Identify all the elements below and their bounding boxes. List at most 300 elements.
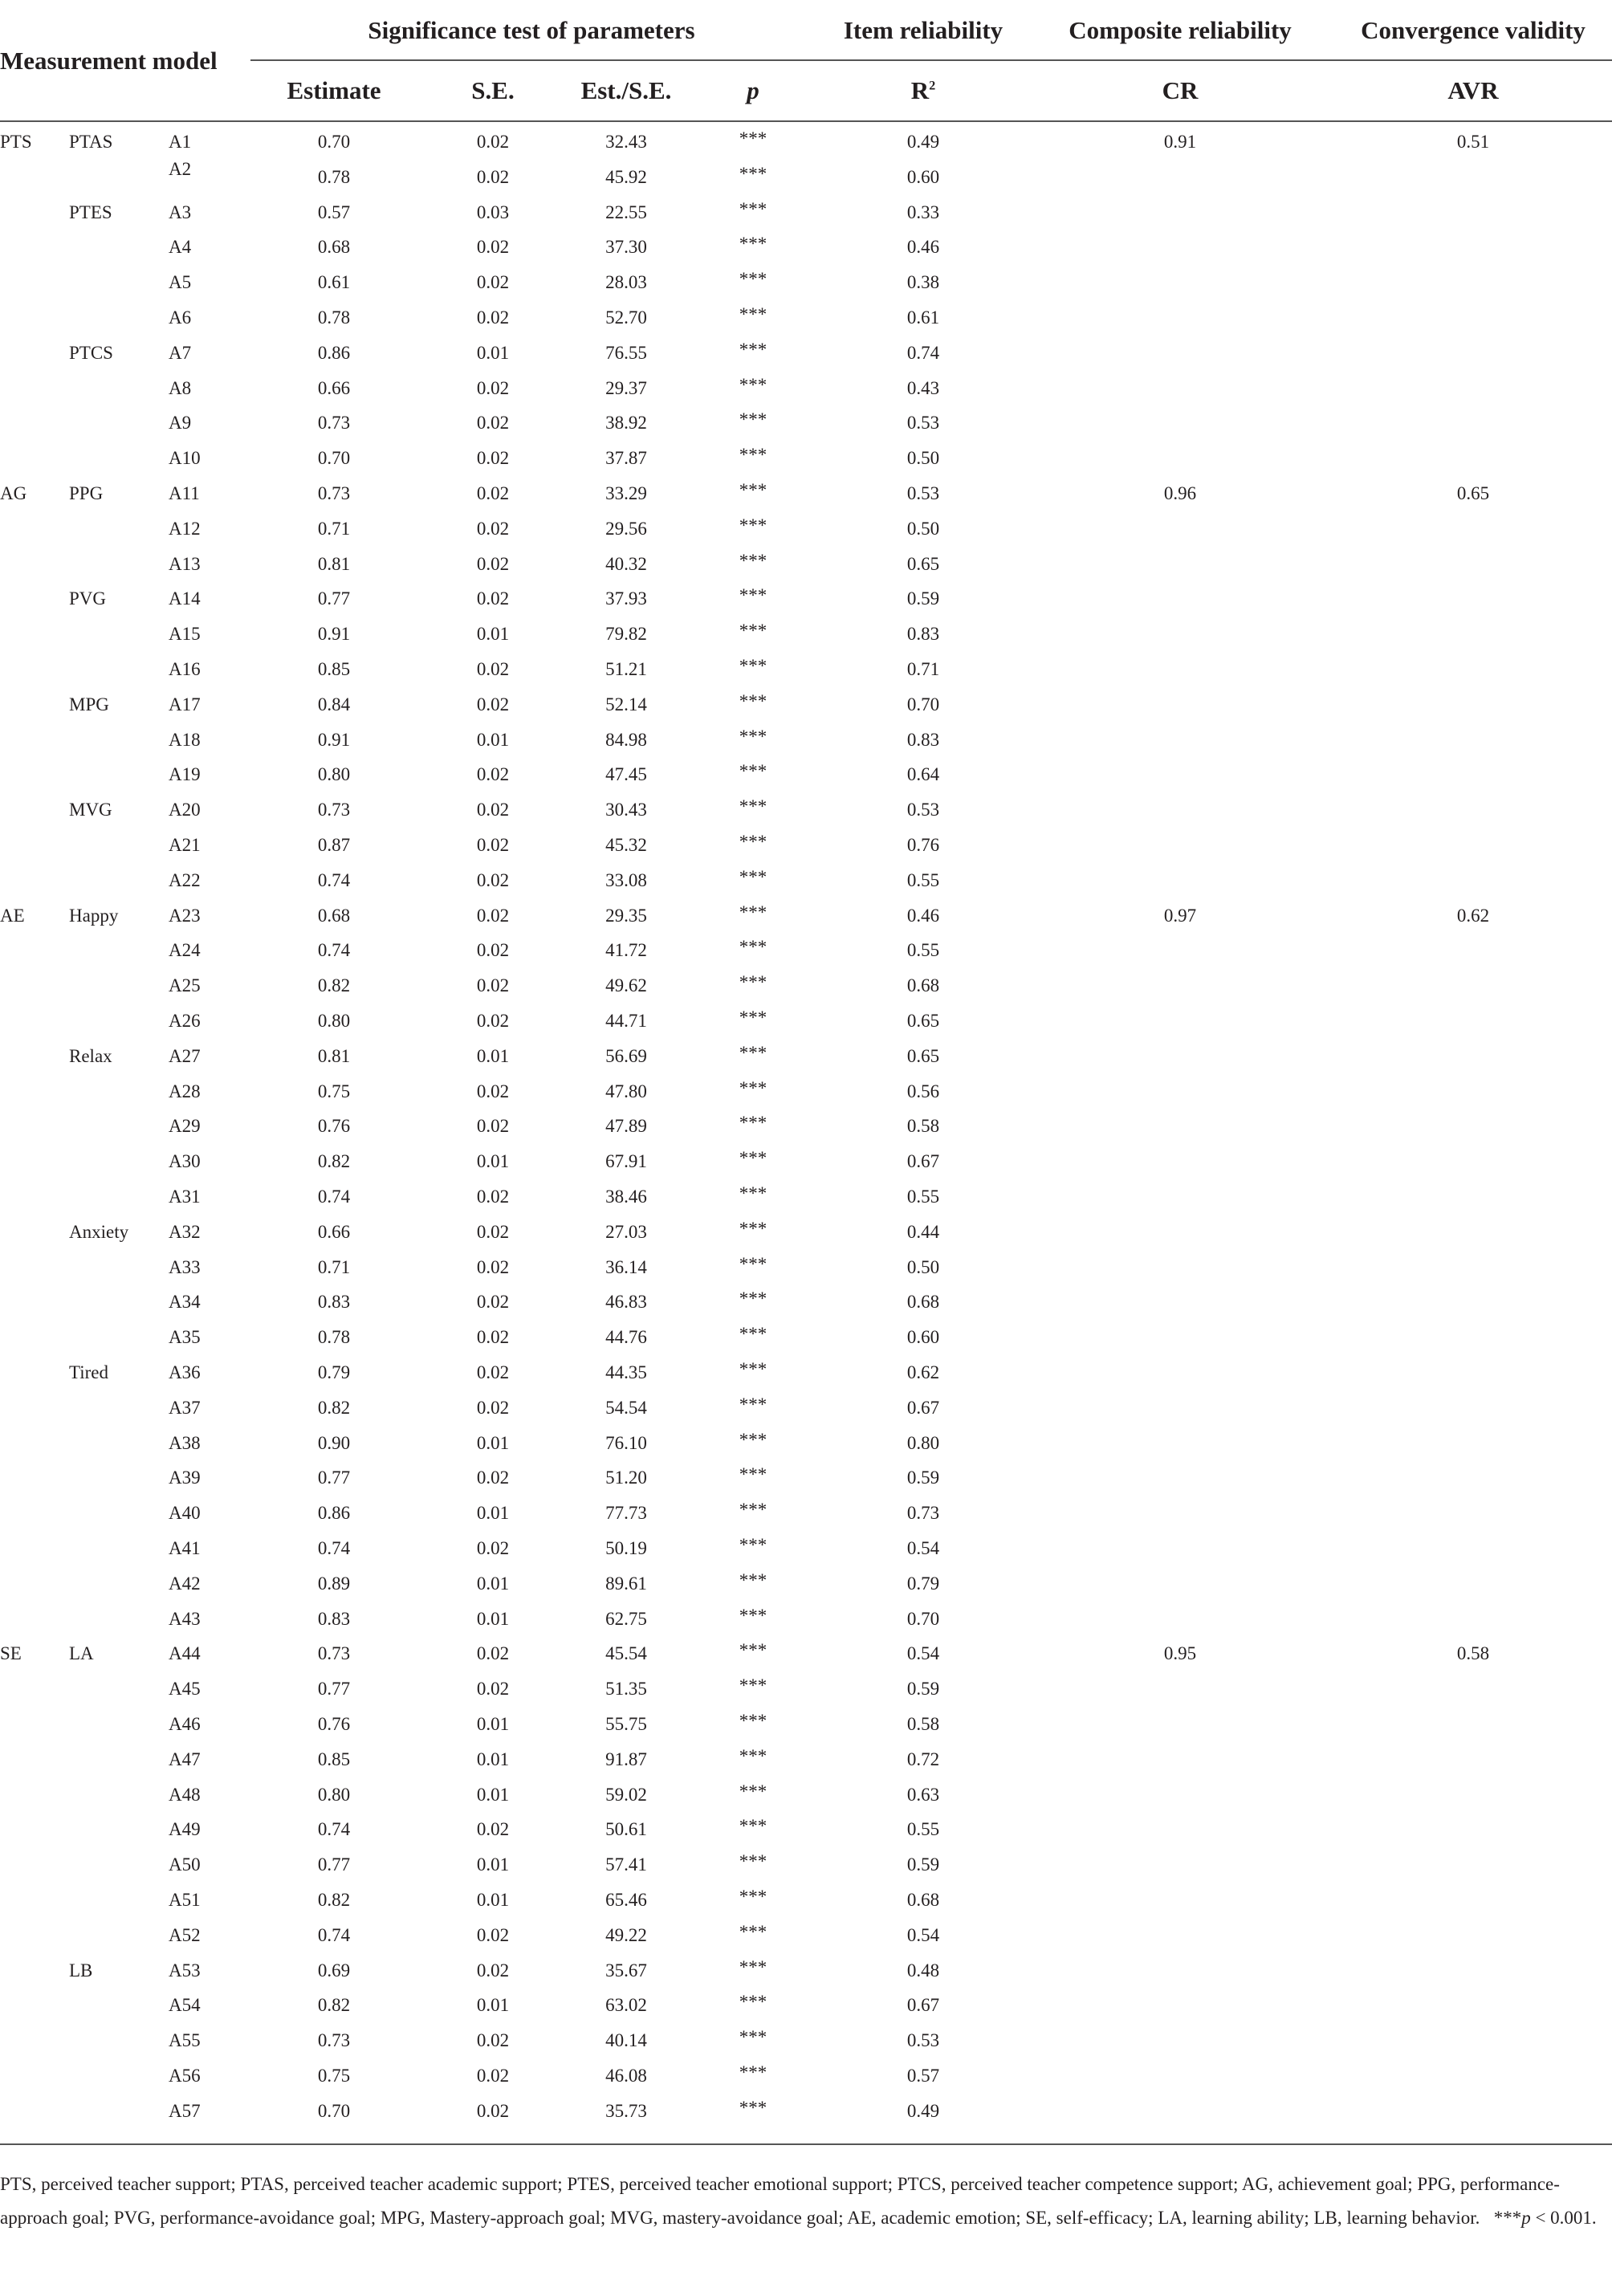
est-se-cell: 44.35 bbox=[605, 1362, 647, 1382]
subscale-cell: Happy bbox=[69, 905, 119, 926]
estimate-cell: 0.82 bbox=[317, 1995, 351, 2016]
subscale-cell: LA bbox=[69, 1643, 94, 1664]
est-se-cell: 51.21 bbox=[605, 659, 647, 679]
p-cell: *** bbox=[739, 972, 767, 993]
se-cell: 0.02 bbox=[476, 448, 510, 469]
est-se-cell: 37.30 bbox=[605, 237, 647, 258]
item-cell: A29 bbox=[169, 1116, 201, 1137]
p-cell: *** bbox=[739, 1535, 767, 1555]
header-item-reliability: Item reliability bbox=[843, 16, 1003, 44]
p-cell: *** bbox=[739, 163, 767, 184]
est-se-cell: 33.29 bbox=[605, 483, 647, 503]
r2-cell: 0.74 bbox=[906, 342, 940, 363]
item-cell: A12 bbox=[169, 518, 201, 539]
item-cell: A51 bbox=[169, 1890, 201, 1910]
p-cell: *** bbox=[739, 585, 767, 606]
item-cell: A13 bbox=[169, 553, 201, 574]
estimate-cell: 0.74 bbox=[317, 1924, 351, 1945]
item-cell: A19 bbox=[169, 764, 201, 785]
r2-cell: 0.79 bbox=[906, 1573, 940, 1594]
estimate-cell: 0.77 bbox=[317, 1468, 351, 1488]
estimate-cell: 0.70 bbox=[317, 132, 351, 152]
estimate-cell: 0.91 bbox=[317, 729, 351, 750]
header-p-text: p bbox=[747, 76, 759, 104]
p-cell: *** bbox=[739, 726, 767, 747]
r2-cell: 0.65 bbox=[906, 553, 940, 574]
subscale-cell: Tired bbox=[69, 1362, 108, 1382]
est-se-cell: 79.82 bbox=[605, 624, 647, 645]
se-cell: 0.01 bbox=[476, 1151, 510, 1172]
estimate-cell: 0.73 bbox=[317, 483, 351, 503]
p-cell: *** bbox=[739, 1921, 767, 1942]
header-measurement-model: Measurement model bbox=[0, 47, 218, 75]
estimate-cell: 0.77 bbox=[317, 588, 351, 609]
est-se-cell: 29.56 bbox=[605, 518, 647, 539]
se-cell: 0.02 bbox=[476, 1819, 510, 1840]
cr-cell: 0.97 bbox=[1163, 905, 1197, 926]
estimate-cell: 0.73 bbox=[317, 2030, 351, 2051]
p-cell: *** bbox=[739, 1429, 767, 1450]
est-se-cell: 47.89 bbox=[605, 1116, 647, 1137]
item-cell: A2 bbox=[169, 158, 192, 179]
estimate-cell: 0.71 bbox=[317, 1256, 351, 1277]
subscale-cell: PTES bbox=[69, 202, 112, 222]
item-cell: A20 bbox=[169, 800, 201, 820]
estimate-cell: 0.91 bbox=[317, 624, 351, 645]
item-cell: A18 bbox=[169, 729, 201, 750]
header-convergence-validity: Convergence validity bbox=[1361, 16, 1586, 44]
estimate-cell: 0.74 bbox=[317, 869, 351, 890]
se-cell: 0.01 bbox=[476, 342, 510, 363]
estimate-cell: 0.78 bbox=[317, 1327, 351, 1348]
subscale-cell: PPG bbox=[69, 483, 104, 503]
item-cell: A57 bbox=[169, 2100, 201, 2121]
est-se-cell: 41.72 bbox=[605, 940, 647, 961]
r2-cell: 0.54 bbox=[906, 1924, 940, 1945]
header-se: S.E. bbox=[471, 76, 515, 104]
se-cell: 0.02 bbox=[476, 1679, 510, 1700]
se-cell: 0.02 bbox=[476, 975, 510, 996]
estimate-cell: 0.85 bbox=[317, 1748, 351, 1769]
r2-cell: 0.67 bbox=[906, 1151, 940, 1172]
item-cell: A15 bbox=[169, 624, 201, 645]
item-cell: A21 bbox=[169, 835, 201, 855]
item-cell: A32 bbox=[169, 1221, 201, 1242]
r2-cell: 0.49 bbox=[906, 132, 940, 152]
p-cell: *** bbox=[739, 1042, 767, 1063]
r2-cell: 0.60 bbox=[906, 166, 940, 187]
estimate-cell: 0.80 bbox=[317, 764, 351, 785]
est-se-cell: 36.14 bbox=[605, 1256, 647, 1277]
se-cell: 0.02 bbox=[476, 2066, 510, 2086]
se-cell: 0.02 bbox=[476, 132, 510, 152]
construct-cell: PTS bbox=[0, 132, 32, 152]
r2-cell: 0.61 bbox=[906, 307, 940, 328]
p-cell: *** bbox=[739, 2062, 767, 2082]
item-cell: A55 bbox=[169, 2030, 201, 2051]
se-cell: 0.02 bbox=[476, 694, 510, 714]
r2-cell: 0.53 bbox=[906, 483, 940, 503]
p-cell: *** bbox=[739, 1711, 767, 1731]
est-se-cell: 22.55 bbox=[605, 202, 647, 222]
estimate-cell: 0.82 bbox=[317, 975, 351, 996]
se-cell: 0.01 bbox=[476, 624, 510, 645]
r2-cell: 0.62 bbox=[906, 1362, 940, 1382]
est-se-cell: 76.10 bbox=[605, 1432, 647, 1453]
est-se-cell: 50.61 bbox=[605, 1819, 647, 1840]
estimate-cell: 0.73 bbox=[317, 1643, 351, 1664]
p-cell: *** bbox=[739, 902, 767, 922]
est-se-cell: 40.32 bbox=[605, 553, 647, 574]
est-se-cell: 29.35 bbox=[605, 905, 647, 926]
item-cell: A33 bbox=[169, 1256, 201, 1277]
estimate-cell: 0.87 bbox=[317, 835, 351, 855]
p-cell: *** bbox=[739, 796, 767, 817]
est-se-cell: 47.80 bbox=[605, 1081, 647, 1101]
estimate-cell: 0.89 bbox=[317, 1573, 351, 1594]
estimate-cell: 0.81 bbox=[317, 1045, 351, 1066]
se-cell: 0.01 bbox=[476, 1573, 510, 1594]
p-cell: *** bbox=[739, 2027, 767, 2048]
r2-cell: 0.55 bbox=[906, 1187, 940, 1207]
header-cr: CR bbox=[1162, 76, 1199, 104]
se-cell: 0.01 bbox=[476, 1714, 510, 1734]
r2-cell: 0.54 bbox=[906, 1643, 940, 1664]
p-cell: *** bbox=[739, 761, 767, 782]
r2-cell: 0.46 bbox=[906, 237, 940, 258]
estimate-cell: 0.78 bbox=[317, 166, 351, 187]
estimate-cell: 0.84 bbox=[317, 694, 351, 714]
r2-cell: 0.67 bbox=[906, 1995, 940, 2016]
r2-cell: 0.49 bbox=[906, 2100, 940, 2121]
item-cell: A41 bbox=[169, 1538, 201, 1558]
p-cell: *** bbox=[739, 832, 767, 852]
item-cell: A28 bbox=[169, 1081, 201, 1101]
r2-cell: 0.53 bbox=[906, 800, 940, 820]
p-cell: *** bbox=[739, 1288, 767, 1309]
item-cell: A52 bbox=[169, 1924, 201, 1945]
estimate-cell: 0.86 bbox=[317, 342, 351, 363]
r2-cell: 0.58 bbox=[906, 1714, 940, 1734]
se-cell: 0.02 bbox=[476, 1081, 510, 1101]
r2-cell: 0.70 bbox=[906, 1608, 940, 1629]
se-cell: 0.03 bbox=[476, 202, 510, 222]
p-cell: *** bbox=[739, 1008, 767, 1028]
se-cell: 0.01 bbox=[476, 1503, 510, 1524]
est-se-cell: 63.02 bbox=[605, 1995, 647, 2016]
item-cell: A16 bbox=[169, 659, 201, 679]
header-bottom-rule bbox=[0, 120, 1612, 122]
header-r2-sup: 2 bbox=[929, 79, 936, 93]
est-se-cell: 38.46 bbox=[605, 1187, 647, 1207]
estimate-cell: 0.80 bbox=[317, 1784, 351, 1805]
item-cell: A56 bbox=[169, 2066, 201, 2086]
se-cell: 0.01 bbox=[476, 1608, 510, 1629]
p-cell: *** bbox=[739, 1359, 767, 1379]
se-cell: 0.02 bbox=[476, 483, 510, 503]
construct-cell: SE bbox=[0, 1643, 22, 1664]
r2-cell: 0.56 bbox=[906, 1081, 940, 1101]
r2-cell: 0.64 bbox=[906, 764, 940, 785]
se-cell: 0.02 bbox=[476, 377, 510, 398]
subscale-cell: Relax bbox=[69, 1045, 112, 1066]
se-cell: 0.02 bbox=[476, 166, 510, 187]
se-cell: 0.02 bbox=[476, 1924, 510, 1945]
estimate-cell: 0.70 bbox=[317, 448, 351, 469]
se-cell: 0.01 bbox=[476, 729, 510, 750]
footnote-significance bbox=[1484, 2208, 1596, 2228]
se-cell: 0.02 bbox=[476, 1397, 510, 1418]
p-cell: *** bbox=[739, 128, 767, 149]
header-r2 bbox=[911, 76, 935, 105]
item-cell: A34 bbox=[169, 1292, 201, 1313]
r2-cell: 0.50 bbox=[906, 1256, 940, 1277]
r2-cell: 0.68 bbox=[906, 1890, 940, 1910]
subscale-cell: PVG bbox=[69, 588, 107, 609]
header-group-rule bbox=[250, 59, 1612, 61]
estimate-cell: 0.70 bbox=[317, 2100, 351, 2121]
r2-cell: 0.70 bbox=[906, 694, 940, 714]
estimate-cell: 0.75 bbox=[317, 2066, 351, 2086]
estimate-cell: 0.85 bbox=[317, 659, 351, 679]
estimate-cell: 0.86 bbox=[317, 1503, 351, 1524]
est-se-cell: 62.75 bbox=[605, 1608, 647, 1629]
estimate-cell: 0.73 bbox=[317, 800, 351, 820]
se-cell: 0.02 bbox=[476, 1256, 510, 1277]
p-cell: *** bbox=[739, 1218, 767, 1239]
r2-cell: 0.57 bbox=[906, 2066, 940, 2086]
p-cell: *** bbox=[739, 1394, 767, 1415]
est-se-cell: 27.03 bbox=[605, 1221, 647, 1242]
header-r2-text: R bbox=[910, 76, 930, 104]
est-se-cell: 51.20 bbox=[605, 1468, 647, 1488]
r2-cell: 0.59 bbox=[906, 1854, 940, 1875]
construct-cell: AG bbox=[0, 483, 27, 503]
se-cell: 0.02 bbox=[476, 800, 510, 820]
se-cell: 0.01 bbox=[476, 1854, 510, 1875]
est-se-cell: 44.71 bbox=[605, 1011, 647, 1031]
se-cell: 0.02 bbox=[476, 307, 510, 328]
r2-cell: 0.46 bbox=[906, 905, 940, 926]
p-cell: *** bbox=[739, 1113, 767, 1134]
estimate-cell: 0.66 bbox=[317, 377, 351, 398]
p-cell: *** bbox=[739, 1605, 767, 1626]
estimate-cell: 0.83 bbox=[317, 1292, 351, 1313]
est-se-cell: 52.14 bbox=[605, 694, 647, 714]
r2-cell: 0.59 bbox=[906, 588, 940, 609]
r2-cell: 0.53 bbox=[906, 2030, 940, 2051]
estimate-cell: 0.81 bbox=[317, 553, 351, 574]
p-cell: *** bbox=[739, 1816, 767, 1837]
est-se-cell: 49.62 bbox=[605, 975, 647, 996]
subscale-cell: LB bbox=[69, 1960, 93, 1981]
estimate-cell: 0.76 bbox=[317, 1714, 351, 1734]
estimate-cell: 0.82 bbox=[317, 1151, 351, 1172]
construct-cell: AE bbox=[0, 905, 25, 926]
item-cell: A5 bbox=[169, 272, 192, 293]
item-cell: A24 bbox=[169, 940, 201, 961]
item-cell: A14 bbox=[169, 588, 201, 609]
se-cell: 0.02 bbox=[476, 1327, 510, 1348]
estimate-cell: 0.74 bbox=[317, 1187, 351, 1207]
p-cell: *** bbox=[739, 1640, 767, 1661]
estimate-cell: 0.90 bbox=[317, 1432, 351, 1453]
se-cell: 0.01 bbox=[476, 1748, 510, 1769]
se-cell: 0.02 bbox=[476, 835, 510, 855]
est-se-cell: 45.54 bbox=[605, 1643, 647, 1664]
item-cell: A50 bbox=[169, 1854, 201, 1875]
se-cell: 0.02 bbox=[476, 1011, 510, 1031]
p-cell: *** bbox=[739, 866, 767, 887]
p-cell: *** bbox=[739, 374, 767, 395]
r2-cell: 0.59 bbox=[906, 1679, 940, 1700]
est-se-cell: 52.70 bbox=[605, 307, 647, 328]
est-se-cell: 40.14 bbox=[605, 2030, 647, 2051]
item-cell: A38 bbox=[169, 1432, 201, 1453]
subscale-cell: PTCS bbox=[69, 342, 113, 363]
est-se-cell: 65.46 bbox=[605, 1890, 647, 1910]
estimate-cell: 0.61 bbox=[317, 272, 351, 293]
avr-cell: 0.58 bbox=[1456, 1643, 1490, 1664]
se-cell: 0.02 bbox=[476, 1960, 510, 1981]
se-cell: 0.01 bbox=[476, 1995, 510, 2016]
item-cell: A42 bbox=[169, 1573, 201, 1594]
estimate-cell: 0.57 bbox=[317, 202, 351, 222]
item-cell: A25 bbox=[169, 975, 201, 996]
p-cell: *** bbox=[739, 515, 767, 535]
estimate-cell: 0.82 bbox=[317, 1890, 351, 1910]
r2-cell: 0.44 bbox=[906, 1221, 940, 1242]
r2-cell: 0.55 bbox=[906, 869, 940, 890]
item-cell: A35 bbox=[169, 1327, 201, 1348]
p-cell: *** bbox=[739, 621, 767, 641]
item-cell: A6 bbox=[169, 307, 192, 328]
footnote-sig-p: p bbox=[1521, 2208, 1531, 2228]
item-cell: A53 bbox=[169, 1960, 201, 1981]
estimate-cell: 0.74 bbox=[317, 1819, 351, 1840]
p-cell: *** bbox=[739, 550, 767, 571]
p-cell: *** bbox=[739, 1148, 767, 1169]
r2-cell: 0.71 bbox=[906, 659, 940, 679]
header-composite-reliability: Composite reliability bbox=[1069, 16, 1292, 44]
p-cell: *** bbox=[739, 1077, 767, 1098]
item-cell: A36 bbox=[169, 1362, 201, 1382]
r2-cell: 0.60 bbox=[906, 1327, 940, 1348]
est-se-cell: 51.35 bbox=[605, 1679, 647, 1700]
estimate-cell: 0.80 bbox=[317, 1011, 351, 1031]
item-cell: A43 bbox=[169, 1608, 201, 1629]
est-se-cell: 76.55 bbox=[605, 342, 647, 363]
est-se-cell: 84.98 bbox=[605, 729, 647, 750]
footnote-sig-stars: *** bbox=[1493, 2208, 1522, 2228]
item-cell: A27 bbox=[169, 1045, 201, 1066]
item-cell: A39 bbox=[169, 1468, 201, 1488]
se-cell: 0.02 bbox=[476, 1538, 510, 1558]
subscale-cell: MPG bbox=[69, 694, 109, 714]
se-cell: 0.01 bbox=[476, 1432, 510, 1453]
estimate-cell: 0.69 bbox=[317, 1960, 351, 1981]
se-cell: 0.02 bbox=[476, 1468, 510, 1488]
se-cell: 0.02 bbox=[476, 588, 510, 609]
est-se-cell: 56.69 bbox=[605, 1045, 647, 1066]
p-cell: *** bbox=[739, 409, 767, 430]
estimate-cell: 0.68 bbox=[317, 237, 351, 258]
p-cell: *** bbox=[739, 445, 767, 466]
est-se-cell: 35.67 bbox=[605, 1960, 647, 1981]
subscale-cell: MVG bbox=[69, 800, 112, 820]
se-cell: 0.02 bbox=[476, 1187, 510, 1207]
p-cell: *** bbox=[739, 1500, 767, 1520]
est-se-cell: 57.41 bbox=[605, 1854, 647, 1875]
r2-cell: 0.80 bbox=[906, 1432, 940, 1453]
se-cell: 0.02 bbox=[476, 2030, 510, 2051]
item-cell: A45 bbox=[169, 1679, 201, 1700]
se-cell: 0.02 bbox=[476, 553, 510, 574]
est-se-cell: 35.73 bbox=[605, 2100, 647, 2121]
item-cell: A17 bbox=[169, 694, 201, 714]
est-se-cell: 33.08 bbox=[605, 869, 647, 890]
cr-cell: 0.95 bbox=[1163, 1643, 1197, 1664]
se-cell: 0.01 bbox=[476, 1890, 510, 1910]
estimate-cell: 0.71 bbox=[317, 518, 351, 539]
r2-cell: 0.65 bbox=[906, 1011, 940, 1031]
avr-cell: 0.65 bbox=[1456, 483, 1490, 503]
estimate-cell: 0.76 bbox=[317, 1116, 351, 1137]
r2-cell: 0.83 bbox=[906, 624, 940, 645]
est-se-cell: 59.02 bbox=[605, 1784, 647, 1805]
se-cell: 0.02 bbox=[476, 2100, 510, 2121]
r2-cell: 0.68 bbox=[906, 975, 940, 996]
footnote-sig-rest: < 0.001. bbox=[1530, 2208, 1597, 2228]
estimate-cell: 0.66 bbox=[317, 1221, 351, 1242]
header-est-se: Est./S.E. bbox=[580, 76, 672, 104]
item-cell: A46 bbox=[169, 1714, 201, 1734]
p-cell: *** bbox=[739, 339, 767, 360]
est-se-cell: 67.91 bbox=[605, 1151, 647, 1172]
r2-cell: 0.50 bbox=[906, 448, 940, 469]
p-cell: *** bbox=[739, 198, 767, 219]
header-avr: AVR bbox=[1447, 76, 1499, 104]
est-se-cell: 37.93 bbox=[605, 588, 647, 609]
p-cell: *** bbox=[739, 690, 767, 711]
header-significance-group: Significance test of parameters bbox=[368, 16, 695, 44]
est-se-cell: 28.03 bbox=[605, 272, 647, 293]
se-cell: 0.02 bbox=[476, 272, 510, 293]
est-se-cell: 32.43 bbox=[605, 132, 647, 152]
p-cell: *** bbox=[739, 480, 767, 500]
p-cell: *** bbox=[739, 1781, 767, 1801]
header-p bbox=[747, 76, 759, 105]
p-cell: *** bbox=[739, 1956, 767, 1977]
r2-cell: 0.54 bbox=[906, 1538, 940, 1558]
estimate-cell: 0.73 bbox=[317, 413, 351, 434]
r2-cell: 0.55 bbox=[906, 940, 940, 961]
r2-cell: 0.59 bbox=[906, 1468, 940, 1488]
item-cell: A8 bbox=[169, 377, 192, 398]
p-cell: *** bbox=[739, 656, 767, 676]
table-footnote bbox=[0, 2168, 1602, 2235]
p-cell: *** bbox=[739, 1745, 767, 1766]
se-cell: 0.02 bbox=[476, 237, 510, 258]
subscale-cell: PTAS bbox=[69, 132, 113, 152]
se-cell: 0.02 bbox=[476, 1221, 510, 1242]
estimate-cell: 0.74 bbox=[317, 1538, 351, 1558]
p-cell: *** bbox=[739, 1887, 767, 1907]
se-cell: 0.01 bbox=[476, 1784, 510, 1805]
item-cell: A44 bbox=[169, 1643, 201, 1664]
est-se-cell: 29.37 bbox=[605, 377, 647, 398]
cr-cell: 0.96 bbox=[1163, 483, 1197, 503]
